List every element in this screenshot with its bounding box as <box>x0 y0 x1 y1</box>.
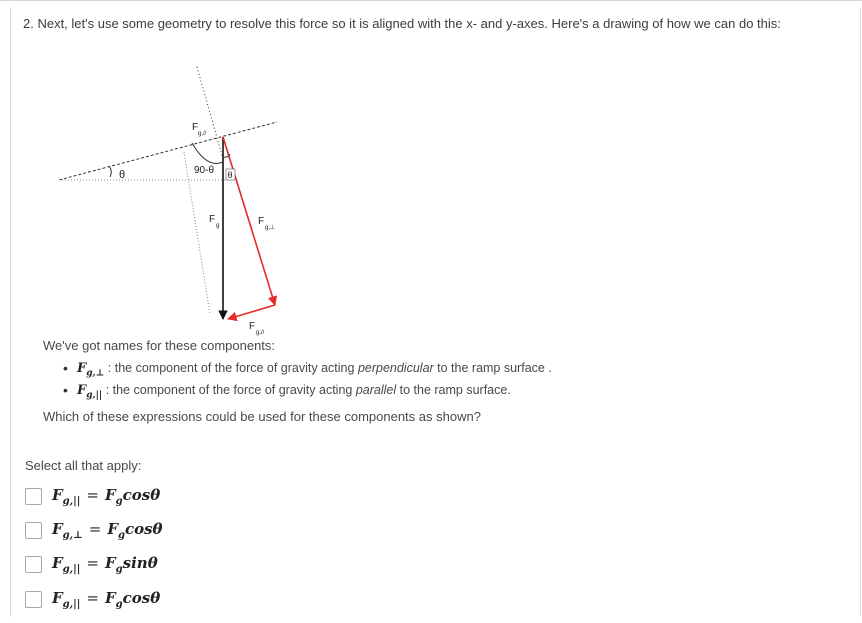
fg-parallel-bottom-label: F <box>249 321 256 332</box>
fg-parallel-top-label: F <box>192 122 199 133</box>
perpendicular-vector <box>223 137 275 305</box>
answer-option-2[interactable] <box>25 519 163 541</box>
select-all-label: Select all that apply: <box>25 458 142 473</box>
answer-expression-2: $F_{g,\perp} = F_g\cos\theta$ <box>52 519 163 541</box>
bullet-icon: • <box>63 382 68 398</box>
components-list <box>63 357 552 401</box>
component-item-perpendicular: • $F_{g,\perp}$ : the component of the force of gravity acting perpendicular to the ramp surface . <box>69 357 552 379</box>
parallel-vector <box>228 305 275 319</box>
which-question: Which of these expressions could be used for these components as shown? <box>43 409 481 424</box>
answer-checkbox-3[interactable] <box>25 556 42 573</box>
component-item-parallel: • $F_{g,||}$ : the component of the force of gravity acting parallel to the ramp surface. <box>69 379 552 401</box>
answer-expression-3: $F_{g,||} = F_g\sin\theta$ <box>52 553 158 575</box>
answer-expression-4: $F_{g,||} = F_g\cos\theta$ <box>52 588 161 610</box>
emphasis-parallel: parallel <box>355 383 397 397</box>
angle-90-theta-label: 90-θ <box>194 165 215 176</box>
answer-option-3[interactable] <box>25 553 158 575</box>
ramp-dashed-line <box>59 122 277 180</box>
fg-perp-sub: g,⊥ <box>265 225 276 231</box>
top-divider <box>0 0 862 7</box>
theta-label-small: θ <box>227 170 233 180</box>
force-diagram <box>47 57 307 347</box>
answer-checkbox-4[interactable] <box>25 591 42 608</box>
construction-dotted-line <box>184 152 210 314</box>
angle-arc-theta-left <box>109 166 111 177</box>
answer-checkbox-1[interactable] <box>25 488 42 505</box>
question-panel <box>10 7 861 617</box>
components-intro: We've got names for these components: <box>43 338 276 353</box>
answer-option-4[interactable] <box>25 588 160 610</box>
angle-arc-90-theta <box>192 143 223 163</box>
symbol-parallel: $F_{g,||}$ <box>77 383 103 401</box>
answer-expression-1: $F_{g,||} = F_g\cos\theta$ <box>52 485 161 507</box>
fg-sub: g <box>216 223 220 229</box>
theta-label-left: θ <box>119 169 126 181</box>
answer-option-1[interactable] <box>25 485 160 507</box>
emphasis-perpendicular: perpendicular <box>357 361 434 375</box>
fg-label: F <box>209 214 216 225</box>
fg-perp-label: F <box>258 216 265 227</box>
answer-checkbox-2[interactable] <box>25 522 42 539</box>
fg-parallel-top-sub: g,// <box>198 131 207 137</box>
question-text: 2. Next, let's use some geometry to resolve this force so it is aligned with the x- and y-axes. Here's a drawing of how we can do this: <box>23 16 781 31</box>
normal-dotted-line <box>197 67 223 159</box>
fg-parallel-bottom-sub: g,// <box>256 330 265 336</box>
bullet-icon: • <box>63 360 68 376</box>
symbol-perpendicular: $F_{g,\perp}$ <box>77 361 105 379</box>
